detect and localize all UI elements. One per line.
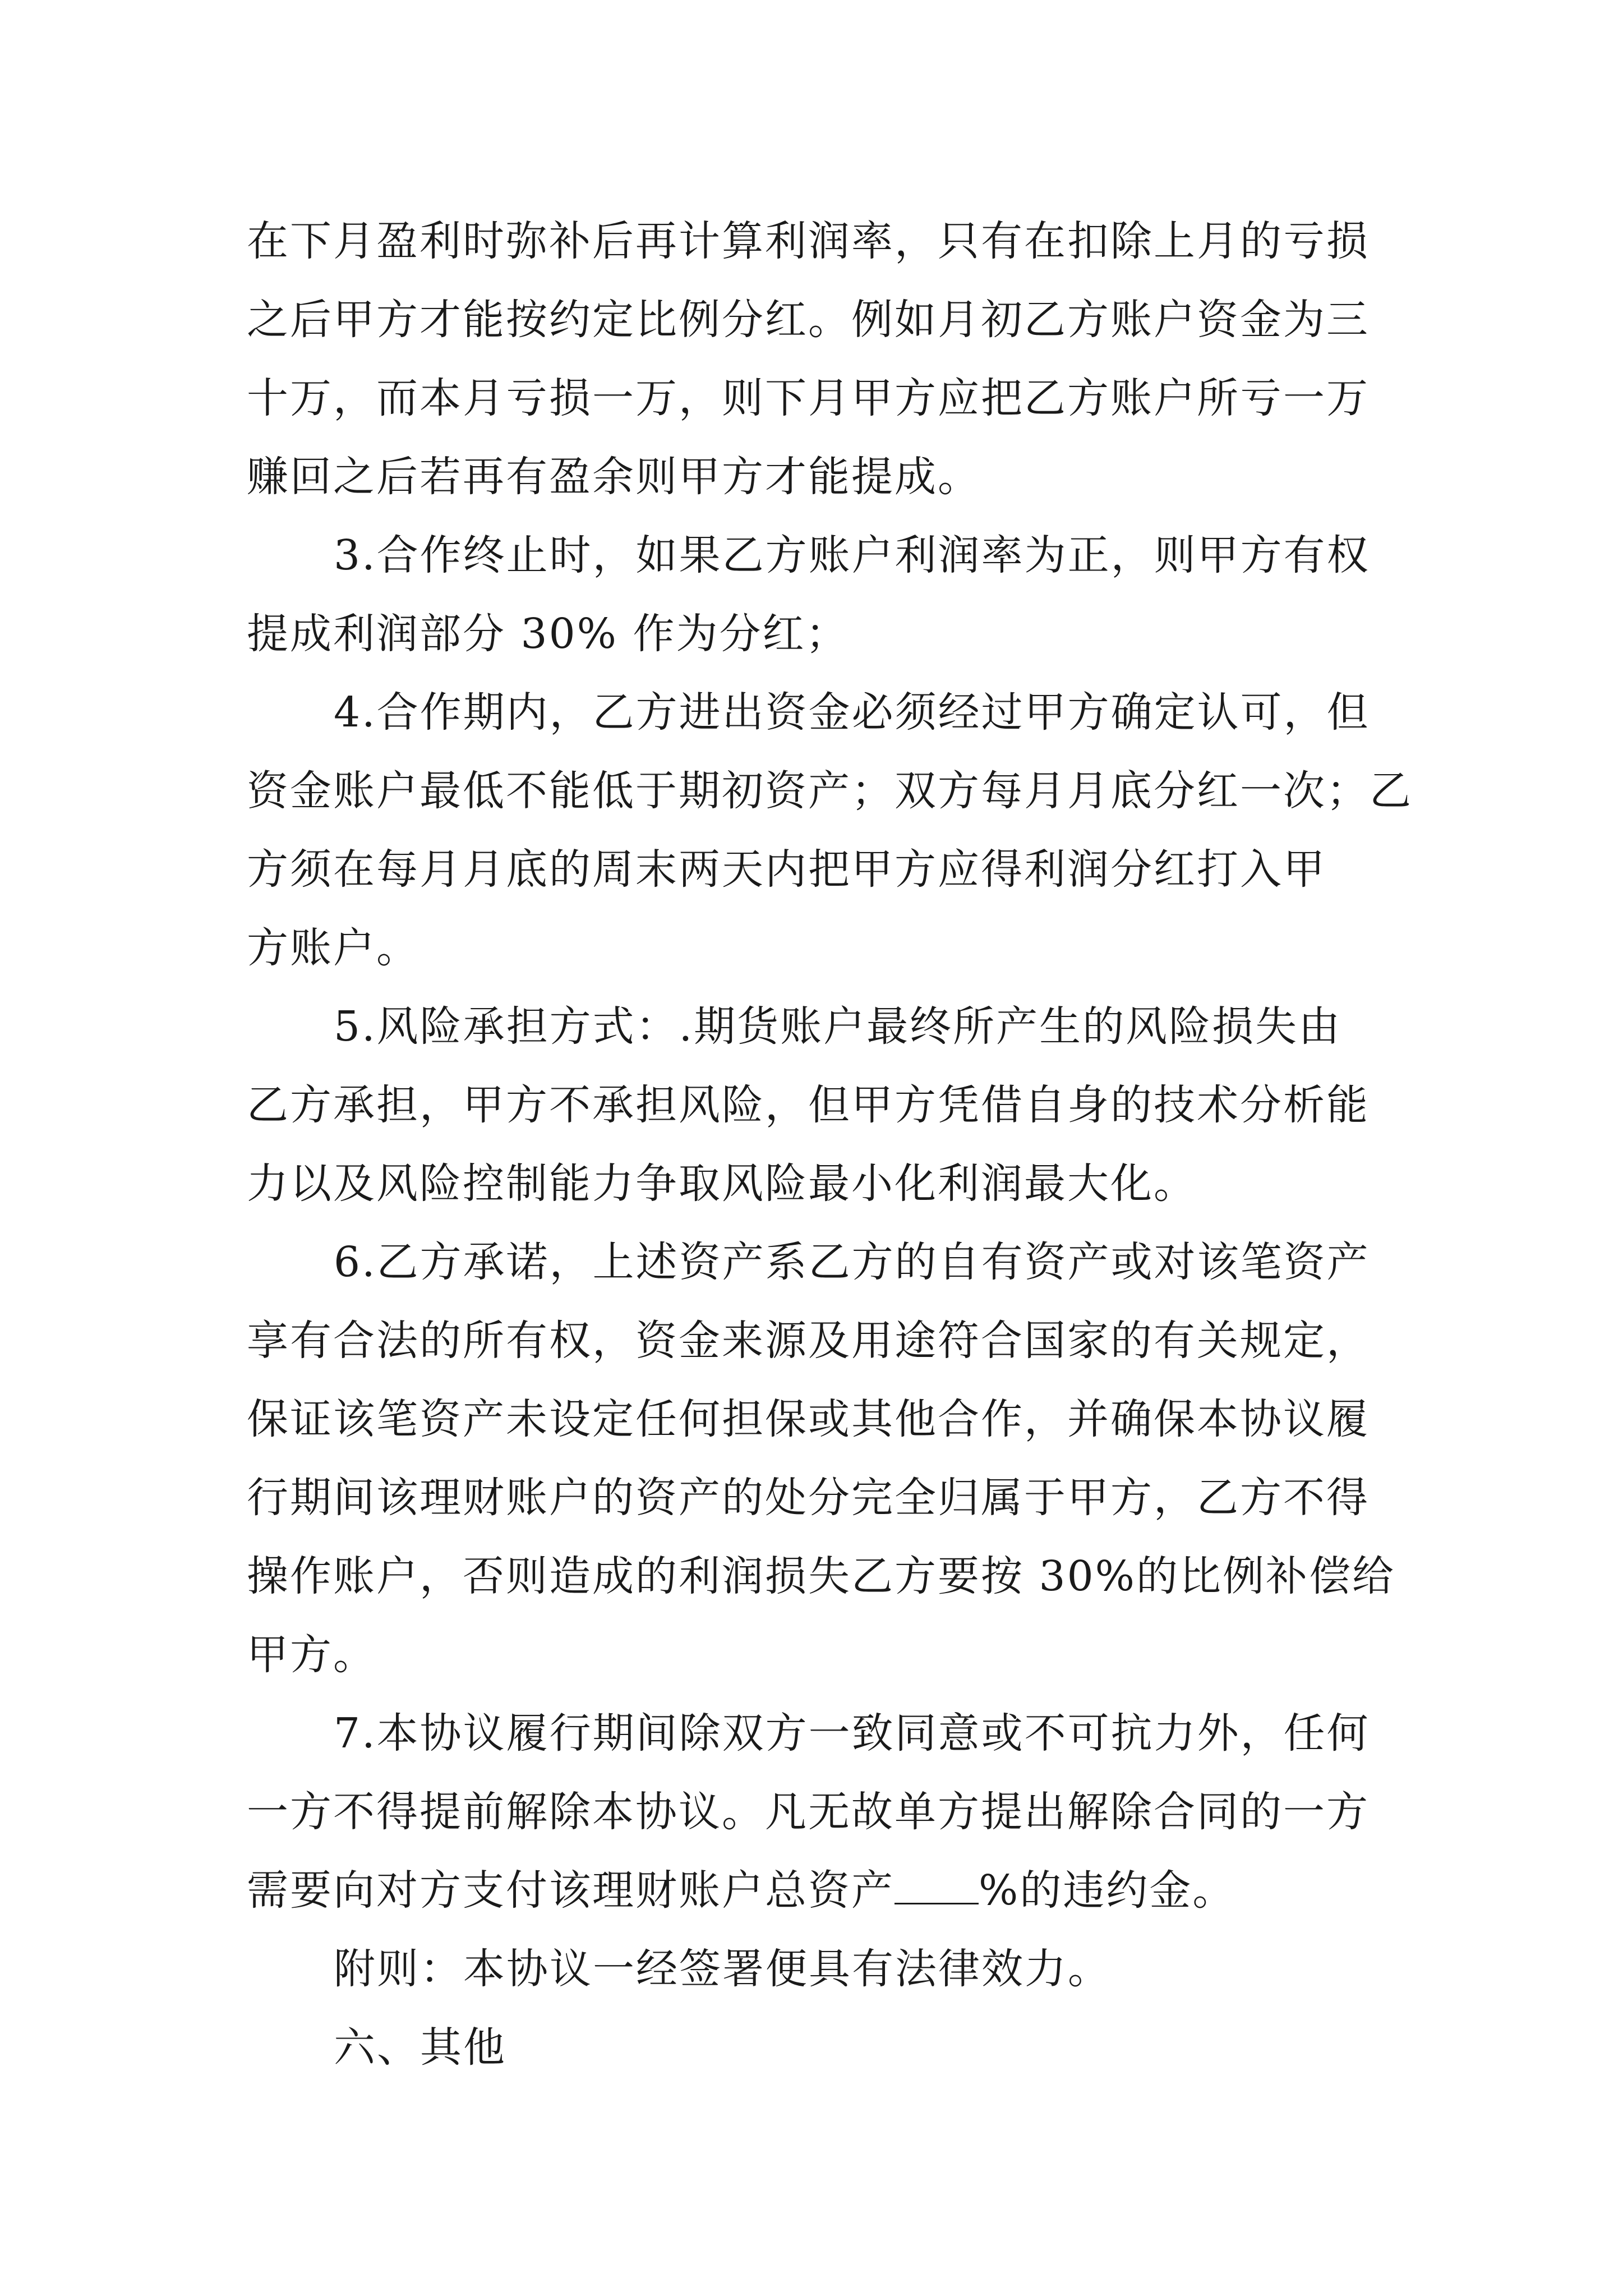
penalty-line	[247, 1851, 1388, 1930]
paragraph-line: 十万，而本月亏损一万，则下月甲方应把乙方账户所亏一万	[247, 374, 1370, 422]
document-body	[247, 202, 1413, 2087]
penalty-text-suffix: %的违约金。	[979, 1866, 1236, 1915]
paragraph-line: 方账户。	[247, 924, 419, 972]
section-six-heading: 六、其他	[334, 2023, 506, 2072]
penalty-percent-blank	[895, 1869, 979, 1904]
clause-5-line: 5.风险承担方式：.期货账户最终所产生的风险损失由	[334, 1002, 1342, 1051]
paragraph-line: 资金账户最低不能低于期初资产；双方每月月底分红一次；乙	[247, 767, 1413, 815]
paragraph-line: 提成利润部分 30% 作为分红；	[247, 610, 849, 658]
paragraph-line: 操作账户，否则造成的利润损失乙方要按 30%的比例补偿给	[247, 1552, 1395, 1600]
appendix-line: 附则：本协议一经签署便具有法律效力。	[334, 1945, 1111, 1993]
paragraph-line: 方须在每月月底的周末两天内把甲方应得利润分红打入甲	[247, 845, 1326, 894]
paragraph-line: 力以及风险控制能力争取风险最小化利润最大化。	[247, 1159, 1197, 1208]
paragraph-line: 之后甲方才能按约定比例分红。例如月初乙方账户资金为三	[247, 296, 1370, 344]
paragraph-line: 乙方承担，甲方不承担风险，但甲方凭借自身的技术分析能	[247, 1081, 1370, 1129]
paragraph-line: 保证该笔资产未设定任何担保或其他合作，并确保本协议履	[247, 1395, 1370, 1443]
paragraph-line: 在下月盈利时弥补后再计算利润率，只有在扣除上月的亏损	[247, 217, 1370, 265]
clause-4-line: 4.合作期内，乙方进出资金必须经过甲方确定认可，但	[334, 688, 1370, 737]
paragraph-line: 行期间该理财账户的资产的处分完全归属于甲方，乙方不得	[247, 1474, 1370, 1522]
penalty-text-prefix: 需要向对方支付该理财账户总资产	[247, 1866, 895, 1915]
paragraph-line: 一方不得提前解除本协议。凡无故单方提出解除合同的一方	[247, 1788, 1370, 1836]
paragraph-line: 赚回之后若再有盈余则甲方才能提成。	[247, 453, 981, 501]
paragraph-line: 甲方。	[247, 1631, 376, 1679]
clause-6-line: 6.乙方承诺，上述资产系乙方的自有资产或对该笔资产	[334, 1238, 1370, 1286]
clause-3-line: 3.合作终止时，如果乙方账户利润率为正，则甲方有权	[334, 531, 1370, 579]
clause-7-line: 7.本协议履行期间除双方一致同意或不可抗力外，任何	[334, 1709, 1370, 1757]
paragraph-line: 享有合法的所有权，资金来源及用途符合国家的有关规定，	[247, 1317, 1370, 1365]
